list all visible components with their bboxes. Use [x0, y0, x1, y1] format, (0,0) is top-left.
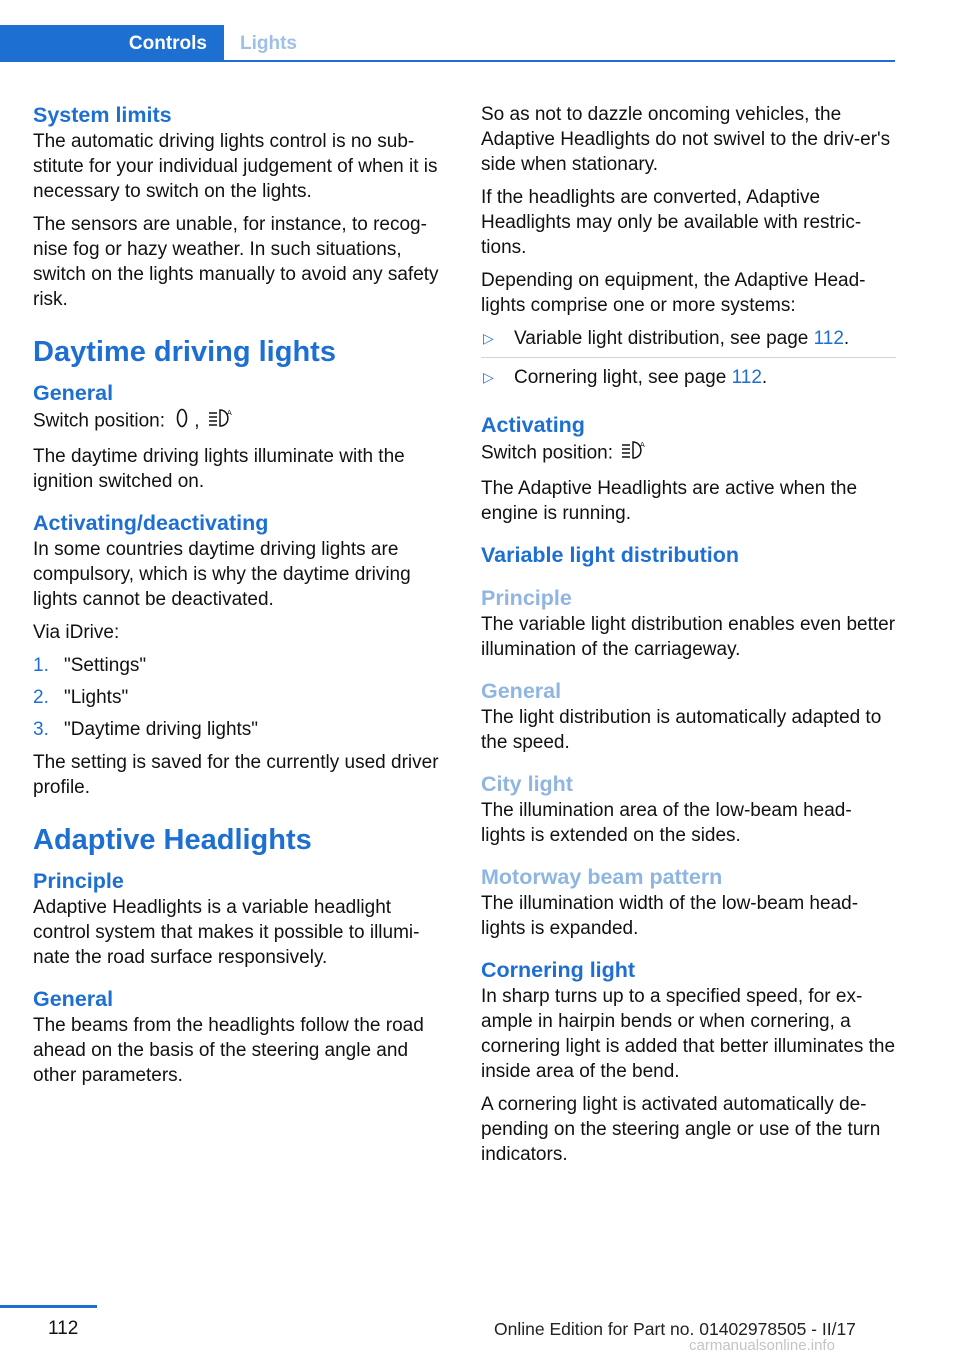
systems-list: [481, 326, 896, 396]
watermark: carmanualsonline.info: [689, 1337, 835, 1354]
vld-general-heading: General: [481, 679, 562, 703]
daytime-switch-position: [33, 407, 448, 436]
cornering-light-paragraph-2: A cornering light is activated automatically de-pending on the steering angle or use of the turn indicators.: [481, 1094, 881, 1165]
variable-light-distribution-heading: Variable light distribution: [481, 543, 740, 567]
header-divider: [0, 60, 895, 62]
bullet-end: .: [843, 328, 850, 349]
equipment-paragraph: Depending on equipment, the Adaptive Head-lights comprise one or more systems:: [481, 270, 866, 316]
city-light-paragraph: The illumination area of the low-beam head-lights is extended on the sides.: [481, 800, 852, 846]
switch-zero-icon: [173, 407, 191, 436]
auto-headlight-icon: [621, 439, 647, 468]
svg-text:A: A: [640, 441, 646, 449]
tab-lights[interactable]: Lights: [240, 33, 297, 54]
auto-headlight-icon: [208, 407, 234, 436]
svg-text:A: A: [226, 409, 232, 417]
footer-divider: [0, 1305, 97, 1308]
page-link[interactable]: 112: [813, 328, 844, 349]
tab-controls[interactable]: Controls: [0, 25, 224, 62]
vld-general-paragraph: The light distribution is automatically adapted to the speed.: [481, 707, 882, 753]
edition-text: Online Edition for Part no. 01402978505 - II/17: [494, 1319, 856, 1339]
step-text: "Lights": [64, 687, 129, 708]
via-idrive-text: Via iDrive:: [33, 622, 120, 643]
right-column: [481, 102, 896, 1175]
step-text: "Settings": [64, 655, 147, 676]
system-limits-heading: System limits: [33, 103, 172, 127]
idrive-steps-list: [33, 653, 448, 742]
activating-deactivating-paragraph: In some countries daytime driving lights are compulsory, which is why the daytime driving lights cannot be deactivated.: [33, 539, 411, 610]
activating-heading: Activating: [481, 413, 585, 437]
step-text: "Daytime driving lights": [64, 719, 259, 740]
bullet-end: .: [761, 367, 768, 388]
bullet-text: Variable light distribution, see page: [514, 328, 814, 349]
step-number: 2.: [33, 687, 49, 708]
setting-saved-paragraph: The setting is saved for the currently used driver profile.: [33, 752, 439, 798]
adaptive-principle-heading: Principle: [33, 869, 124, 893]
switch-position-label: Switch position:: [481, 442, 614, 464]
vld-principle-heading: Principle: [481, 586, 572, 610]
motorway-beam-paragraph: The illumination width of the low-beam head-lights is expanded.: [481, 893, 859, 939]
page-link[interactable]: 112: [731, 367, 762, 388]
motorway-beam-heading: Motorway beam pattern: [481, 865, 723, 889]
vld-principle-paragraph: The variable light distribution enables even better illumination of the carriageway.: [481, 614, 896, 660]
daytime-general-paragraph: The daytime driving lights illuminate with the ignition switched on.: [33, 446, 405, 492]
activating-paragraph: The Adaptive Headlights are active when the engine is running.: [481, 478, 858, 524]
triangle-bullet-icon: ▷: [483, 330, 494, 346]
adaptive-general-paragraph: The beams from the headlights follow the road ahead on the basis of the steering angle and other parameters.: [33, 1015, 424, 1086]
cornering-light-heading: Cornering light: [481, 958, 636, 982]
system-limits-paragraph-1: The automatic driving lights control is no sub-stitute for your individual judgement of when it is necessary to switch on the lights.: [33, 131, 438, 202]
converted-paragraph: If the headlights are converted, Adaptive Headlights may only be available with restric-tions.: [481, 187, 862, 258]
activating-switch-position: [481, 439, 896, 468]
list-item: [33, 685, 448, 710]
step-number: 3.: [33, 719, 49, 740]
activating-deactivating-heading: Activating/deactivating: [33, 511, 269, 535]
system-limits-paragraph-2: The sensors are unable, for instance, to recog-nise fog or hazy weather. In such situations, switch on the lights manually to avoid any safety risk.: [33, 214, 439, 310]
dazzle-paragraph: So as not to dazzle oncoming vehicles, the Adaptive Headlights do not swivel to the driv-er's side when stationary.: [481, 104, 891, 175]
list-item: [33, 717, 448, 742]
adaptive-principle-paragraph: Adaptive Headlights is a variable headlight control system that makes it possible to illumi-nate the road surface responsively.: [33, 897, 420, 968]
adaptive-general-heading: General: [33, 987, 114, 1011]
city-light-heading: City light: [481, 772, 573, 796]
switch-separator: ,: [194, 410, 200, 432]
daytime-general-heading: General: [33, 381, 114, 405]
cornering-light-paragraph-1: In sharp turns up to a specified speed, for ex-ample in hairpin bends or when cornering, a cornering light is added that better illuminates the inside area of the bend.: [481, 986, 896, 1082]
list-item: [481, 365, 896, 396]
triangle-bullet-icon: ▷: [483, 369, 494, 385]
daytime-driving-lights-title: Daytime driving lights: [33, 336, 336, 368]
adaptive-headlights-title: Adaptive Headlights: [33, 824, 312, 856]
list-item: [33, 653, 448, 678]
left-column: [33, 102, 448, 1096]
list-item: [481, 326, 896, 358]
step-number: 1.: [33, 655, 49, 676]
page-number: 112: [48, 1318, 79, 1339]
bullet-text: Cornering light, see page: [514, 367, 732, 388]
switch-position-label: Switch position:: [33, 410, 166, 432]
